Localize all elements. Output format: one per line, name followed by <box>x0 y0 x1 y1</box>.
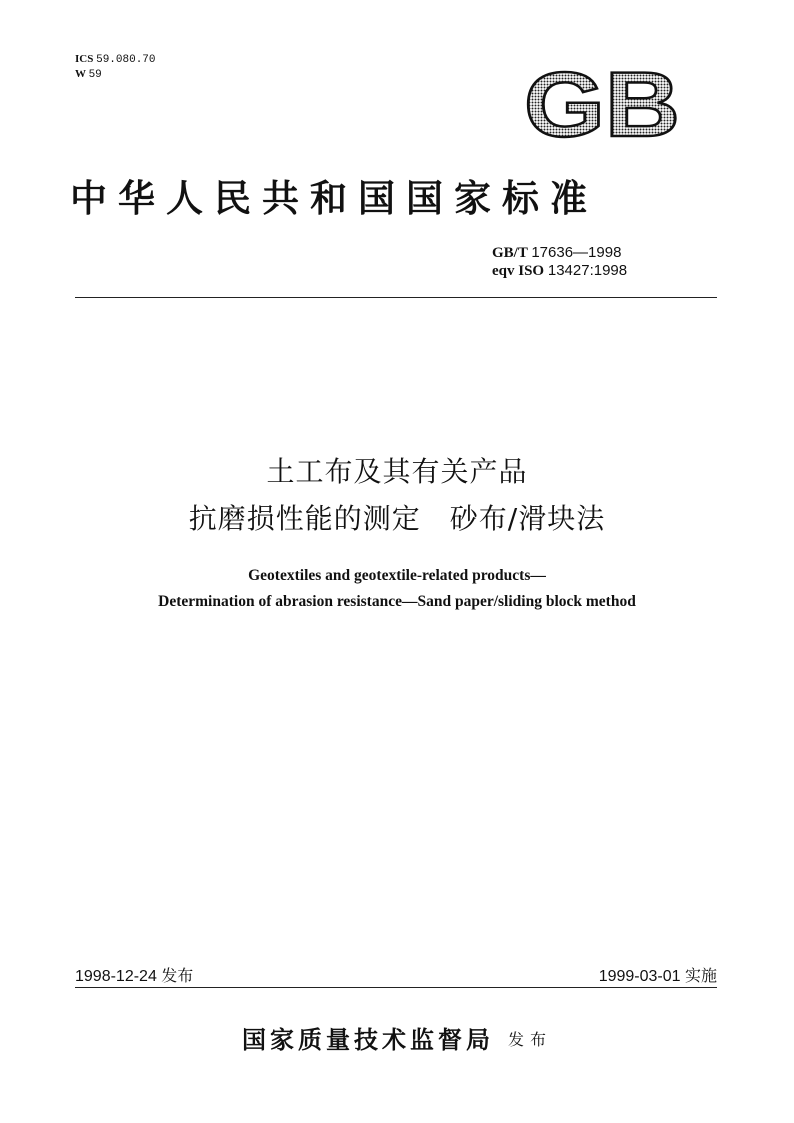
equivalent-standard: eqv ISO 13427:1998 <box>492 262 628 279</box>
gb-logo-icon <box>522 62 682 142</box>
national-standard-title: 中华人民共和国国家标准 <box>70 176 598 220</box>
ics-code: ICS 59.080.70 <box>75 53 156 66</box>
issuer <box>0 1020 794 1055</box>
header-divider <box>75 297 717 298</box>
title-chinese-line2: 抗磨损性能的测定 砂布/滑块法 <box>188 502 606 535</box>
standard-number-block <box>492 244 627 280</box>
svg-text:GB: GB <box>524 62 680 142</box>
issuer-name: 国家质量技术监督局 <box>241 1025 494 1054</box>
class-code: W 59 <box>75 68 102 81</box>
title-english-line1: Geotextiles and geotextile-related products— <box>248 567 546 584</box>
issue-date: 1998-12-24 发布 <box>75 968 194 985</box>
footer-divider <box>75 987 717 988</box>
effective-date: 1999-03-01 实施 <box>598 968 717 985</box>
classification-codes <box>75 52 156 82</box>
title-english-line2: Determination of abrasion resistance—Sand paper/sliding block method <box>158 593 636 610</box>
issuer-action: 发布 <box>507 1030 552 1049</box>
title-chinese-line1: 土工布及其有关产品 <box>266 455 528 488</box>
standard-number: GB/T 17636—1998 <box>492 244 622 261</box>
